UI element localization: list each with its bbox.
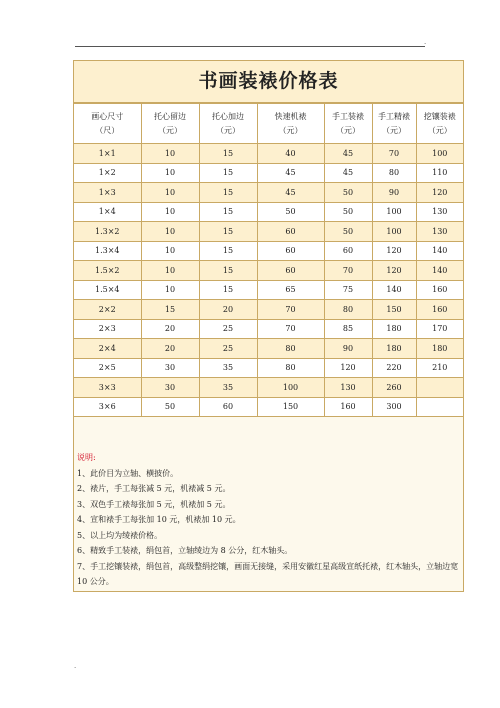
price-cell: 150 bbox=[372, 300, 416, 320]
price-cell: 10 bbox=[141, 144, 199, 164]
price-cell: 80 bbox=[257, 339, 324, 359]
price-cell: 220 bbox=[372, 358, 416, 378]
price-cell: 100 bbox=[372, 202, 416, 222]
price-cell: 160 bbox=[416, 280, 463, 300]
table-row bbox=[74, 300, 463, 320]
price-table bbox=[74, 103, 463, 417]
price-cell: 260 bbox=[372, 378, 416, 398]
price-cell: 130 bbox=[416, 202, 463, 222]
column-header: 挖镶装裱 （元） bbox=[416, 104, 463, 144]
table-row bbox=[74, 144, 463, 164]
size-cell: 2×4 bbox=[74, 339, 141, 359]
table-row bbox=[74, 339, 463, 359]
price-cell: 70 bbox=[324, 261, 372, 281]
price-cell: 45 bbox=[324, 163, 372, 183]
price-cell: 85 bbox=[324, 319, 372, 339]
price-cell: 30 bbox=[141, 378, 199, 398]
price-cell: 35 bbox=[199, 378, 257, 398]
price-cell: 210 bbox=[416, 358, 463, 378]
price-cell: 15 bbox=[141, 300, 199, 320]
price-cell: 30 bbox=[141, 358, 199, 378]
price-cell: 10 bbox=[141, 202, 199, 222]
column-header: 托心留边 （元） bbox=[141, 104, 199, 144]
price-cell: 10 bbox=[141, 183, 199, 203]
price-cell: 110 bbox=[416, 163, 463, 183]
price-cell: 60 bbox=[257, 261, 324, 281]
table-row bbox=[74, 241, 463, 261]
table-body bbox=[74, 144, 463, 417]
size-cell: 1×1 bbox=[74, 144, 141, 164]
price-sheet bbox=[73, 60, 464, 592]
size-cell: 2×2 bbox=[74, 300, 141, 320]
size-cell: 3×6 bbox=[74, 397, 141, 417]
table-row bbox=[74, 319, 463, 339]
price-cell: 180 bbox=[416, 339, 463, 359]
price-cell: 10 bbox=[141, 222, 199, 242]
price-cell: 80 bbox=[372, 163, 416, 183]
price-cell: 120 bbox=[324, 358, 372, 378]
price-cell: 15 bbox=[199, 261, 257, 281]
price-cell: 10 bbox=[141, 261, 199, 281]
header-rule bbox=[75, 46, 425, 47]
price-cell: 130 bbox=[324, 378, 372, 398]
footer-dot: . bbox=[74, 662, 77, 670]
price-cell: 25 bbox=[199, 339, 257, 359]
price-cell: 60 bbox=[257, 222, 324, 242]
price-cell: 45 bbox=[324, 144, 372, 164]
price-cell: 160 bbox=[324, 397, 372, 417]
note-item: 7、手工挖镶装裱，绢包首，高级整绢挖镶，画面无接缝，采用安徽红星高级宣纸托裱，红木轴头，立轴边宽 10 公分。 bbox=[77, 561, 459, 586]
price-cell: 150 bbox=[257, 397, 324, 417]
price-cell: 130 bbox=[416, 222, 463, 242]
size-cell: 1.3×2 bbox=[74, 222, 141, 242]
price-cell: 15 bbox=[199, 202, 257, 222]
column-header: 画心尺寸 （尺） bbox=[74, 104, 141, 144]
table-row bbox=[74, 163, 463, 183]
price-cell: 65 bbox=[257, 280, 324, 300]
price-cell: 15 bbox=[199, 163, 257, 183]
price-cell: 90 bbox=[324, 339, 372, 359]
price-cell: 75 bbox=[324, 280, 372, 300]
price-cell: 15 bbox=[199, 144, 257, 164]
price-cell: 160 bbox=[416, 300, 463, 320]
notes-section bbox=[74, 417, 463, 590]
page-title: 书画装裱价格表 bbox=[74, 61, 463, 103]
price-cell: 180 bbox=[372, 339, 416, 359]
table-row bbox=[74, 397, 463, 417]
price-cell: 45 bbox=[257, 183, 324, 203]
price-cell: 100 bbox=[257, 378, 324, 398]
size-cell: 2×5 bbox=[74, 358, 141, 378]
price-cell: 15 bbox=[199, 241, 257, 261]
size-cell: 1.5×4 bbox=[74, 280, 141, 300]
note-item: 6、精致手工装裱，绢包首，立轴绫边为 8 公分，红木轴头。 bbox=[77, 546, 293, 555]
price-cell: 120 bbox=[372, 261, 416, 281]
price-cell: 60 bbox=[324, 241, 372, 261]
price-cell: 140 bbox=[416, 241, 463, 261]
price-cell: 50 bbox=[324, 222, 372, 242]
notes-list bbox=[77, 466, 460, 590]
price-cell: 60 bbox=[199, 397, 257, 417]
price-cell: 20 bbox=[141, 319, 199, 339]
price-cell: 35 bbox=[199, 358, 257, 378]
price-cell: 50 bbox=[324, 183, 372, 203]
price-cell: 20 bbox=[199, 300, 257, 320]
price-cell: 15 bbox=[199, 222, 257, 242]
price-cell: 10 bbox=[141, 241, 199, 261]
price-cell: 20 bbox=[141, 339, 199, 359]
price-cell: 140 bbox=[372, 280, 416, 300]
table-row bbox=[74, 261, 463, 281]
size-cell: 1.3×4 bbox=[74, 241, 141, 261]
note-item: 4、宣和裱手工每张加 10 元，机裱加 10 元。 bbox=[77, 515, 241, 524]
price-cell: 120 bbox=[372, 241, 416, 261]
table-row bbox=[74, 280, 463, 300]
price-cell: 25 bbox=[199, 319, 257, 339]
price-cell bbox=[416, 378, 463, 398]
table-row bbox=[74, 202, 463, 222]
table-row bbox=[74, 183, 463, 203]
column-header: 快速机裱 （元） bbox=[257, 104, 324, 144]
price-cell: 60 bbox=[257, 241, 324, 261]
size-cell: 3×3 bbox=[74, 378, 141, 398]
size-cell: 2×3 bbox=[74, 319, 141, 339]
size-cell: 1×3 bbox=[74, 183, 141, 203]
price-cell: 300 bbox=[372, 397, 416, 417]
price-cell: 80 bbox=[324, 300, 372, 320]
price-cell: 170 bbox=[416, 319, 463, 339]
price-cell: 15 bbox=[199, 280, 257, 300]
price-cell: 70 bbox=[257, 319, 324, 339]
table-row bbox=[74, 378, 463, 398]
price-cell: 40 bbox=[257, 144, 324, 164]
price-cell: 100 bbox=[416, 144, 463, 164]
price-cell: 10 bbox=[141, 163, 199, 183]
column-header: 手工精裱 （元） bbox=[372, 104, 416, 144]
price-cell: 70 bbox=[257, 300, 324, 320]
price-cell: 80 bbox=[257, 358, 324, 378]
price-cell: 45 bbox=[257, 163, 324, 183]
price-cell: 90 bbox=[372, 183, 416, 203]
size-cell: 1×4 bbox=[74, 202, 141, 222]
price-cell: 140 bbox=[416, 261, 463, 281]
notes-heading: 说明: bbox=[77, 453, 96, 462]
price-cell: 15 bbox=[199, 183, 257, 203]
price-cell: 100 bbox=[372, 222, 416, 242]
header-dot: . bbox=[424, 38, 427, 46]
price-cell: 70 bbox=[372, 144, 416, 164]
price-cell: 50 bbox=[141, 397, 199, 417]
column-header: 托心加边 （元） bbox=[199, 104, 257, 144]
table-row bbox=[74, 358, 463, 378]
note-item: 5、以上均为绫裱价格。 bbox=[77, 530, 163, 540]
note-item: 1、此价目为立轴、横披价。 bbox=[77, 468, 179, 478]
price-cell: 120 bbox=[416, 183, 463, 203]
price-cell: 50 bbox=[324, 202, 372, 222]
note-item: 2、裱片，手工每张减 5 元，机裱减 5 元。 bbox=[77, 484, 231, 493]
price-cell bbox=[416, 397, 463, 417]
column-header: 手工装裱 （元） bbox=[324, 104, 372, 144]
table-header bbox=[74, 104, 463, 144]
price-cell: 180 bbox=[372, 319, 416, 339]
size-cell: 1×2 bbox=[74, 163, 141, 183]
price-cell: 50 bbox=[257, 202, 324, 222]
table-row bbox=[74, 222, 463, 242]
price-cell: 10 bbox=[141, 280, 199, 300]
note-item: 3、双色手工裱每张加 5 元，机裱加 5 元。 bbox=[77, 499, 231, 509]
size-cell: 1.5×2 bbox=[74, 261, 141, 281]
